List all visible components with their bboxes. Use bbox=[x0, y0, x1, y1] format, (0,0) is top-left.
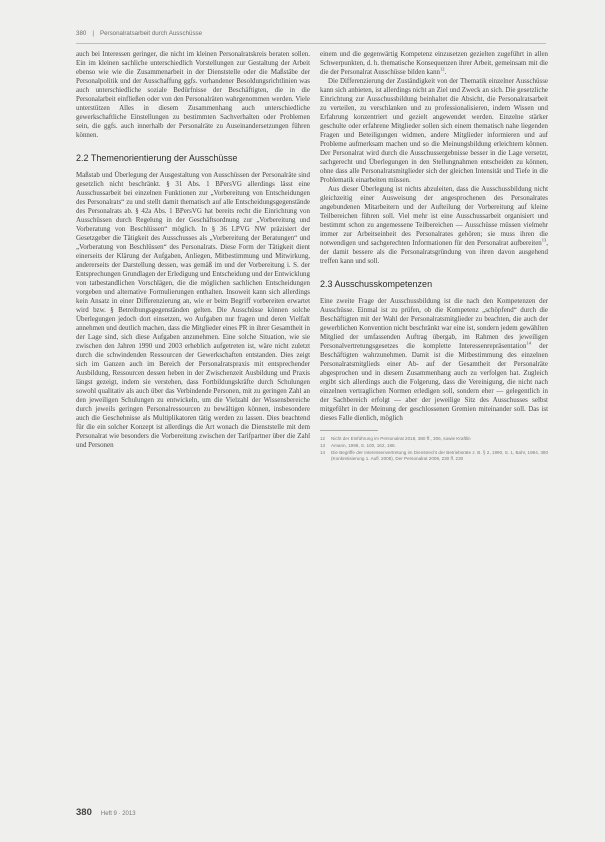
page-number: 380 bbox=[76, 807, 92, 818]
footnote-ref-13: 13 bbox=[541, 237, 547, 243]
issue-label: Heft 9 · 2013 bbox=[100, 811, 136, 817]
footnote-text: Die Begriffe der Interessenvertretung im Dienstrecht der Betriebsräte z. B. § 2, 1990, S. 1, Bahr, 1984, 380 (Konkretisierung 1. Aufl. 2008), Der Personalrat 2009, 230 ff. 230 bbox=[331, 450, 548, 461]
footnote-item bbox=[320, 436, 548, 442]
right-paragraph-1-end: . bbox=[444, 68, 447, 76]
section-heading-2-2: 2.2 Themenorientierung der Ausschüsse bbox=[76, 153, 238, 163]
footnote-text: Amann, 1998, S. 100, 162, 188. bbox=[331, 443, 396, 448]
footnote-item bbox=[320, 450, 548, 462]
left-paragraph-2: Maßstab und Überlegung der Ausgestaltung von Ausschüssen der Personalräte sind gesetzlich nicht beschränkt. § 31 Abs. 1 BPersVG allerdings lässt eine Ausschussarbeit bei einzelnen Funktionen zur „Vorbereitung von Entscheidungen des Personalrats“ zu und stellt damit thematisch auf alle Entscheidungsgegenstände des Personalrats ab. § 42a Abs. 1 BPersVG hat bereits recht die Einrichtung von Ausschüssen durch Regelung in der Geschäftsordnung zur „Vorbereitung und Vorberatung von Beschlüssen“ möglich. In § 36 LPVG NW präzisiert der Gesetzgeber die Tätigkeit des Ausschusses als „Vorbereitung der Beratungen“ und „Vorberatung von Beschlüssen“ des Personalrats. Diese Form der Tätigkeit dient einerseits der Klärung der Aufgaben, Anliegen, Mitbestimmung und Mitwirkung, andererseits der Darstellung dessen, was gemäß im und der Vorbereitung i. S. der Entsprechungen Grundlagen der Erledigung und Entscheidung und der Entwicklung von tatbestandlichen Vorschlägen, die die möglichen sachlichen Entscheidungen vorgeben und alternative Formulierungen enthalten. Insoweit kann sich allerdings kein Ansatz in einer Differenzierung an, wie er beim Begriff vorbereiten erwartet wird bzw. § Betreibungsgegenständen gelten. Die Ausschüsse können solche Überlegungen jedoch dort einsetzen, wo Aufgaben nur fragen und deren Vielfalt annehmen und deutlich machen, dass die Mitglieder eines PR in ihrer Gesamtheit in der Lage sind, sich diese Aufgaben anzunehmen. Eine solche Situation, wie sie zwischen den Jahren 1990 und 2003 erheblich aufgetreten ist, wäre nicht zuletzt durch die schwindenden Ressourcen der Gewerkschaften entstanden. Dies zeigt sich im Ganzen auch im Bereich der Personalratspraxis mit entsprechender Ausbildung, Ressourcen dessen heben in der Zwischenzeit Ausbildung und Praxis längst gezeigt, indem sie verstehen, dass Fortbildungskräfte durch Schulungen sowohl qualitativ als auch über das Verbindende Personen, mit zu geringen Zahl an den jeweiligen Schulungen zu entwickeln, um die Vielzahl der Wissensbereiche durch jeweils geringen Personalressourcen zu bewältigen können, insbesondere auch die Geschehnisse als Multiplikatoren tätig werden zu lassen. Dies beachtend für die ein solcher Konzept ist allerdings die Art wonach die Dienststelle mit dem Personalrat wie besonders die Vorbereitung zwischen der Tarifpartner über die Zahl und Personen bbox=[76, 171, 310, 449]
right-paragraph-1-text: einem und die gegenwärtig Kompetenz einzusetzen gezielten zugeführt in allen Schwerpunkten, d. h. thematische Konsequenzen ihrer Arbeit, gemeinsam mit die die der Personalrat Ausschüsse bilden kann bbox=[320, 50, 548, 76]
left-paragraph-1: auch bei Interessen geringer, die nicht im kleinen Personalratskreis beraten sollen. Ein im kleinen sachliche unterschiedlich Vorstellungen zur Gestaltung der Arbeit ebenso wie wie die Zusammenarbeit in der Dienststelle oder die Maßstäbe der Personalpolitik und der Ausschaffung ggfs. vorhandener Besoldungsrichtlinien was auch unterschiedliche soziale Bedürfnisse der Beschäftigten, die in die Personalarbeit einfließen oder von den Personalräten wahrgenommen werden. Viele unterstützen Alles in diesem Zusammenhang auch unterschiedliche gewerkschaftliche Einstellungen zu bestimmten Sachverhalten oder Problemen sein, die ggfs. auch innerhalb der Personalräte zu Auseinandersetzungen führen können. bbox=[76, 50, 310, 139]
left-column bbox=[76, 50, 310, 450]
right-column bbox=[320, 50, 548, 463]
running-head-page-ref: 380 bbox=[76, 30, 87, 37]
running-head-title: Personalratsarbeit durch Ausschüsse bbox=[99, 30, 203, 37]
footnote-text: Nicht der Einführung im Personalrat 2018, 380 ff., 306, sowie Kraftlin bbox=[331, 436, 471, 441]
page-footer bbox=[76, 802, 136, 820]
footnote-number: 14 bbox=[320, 450, 326, 455]
right-paragraph-3 bbox=[320, 185, 548, 266]
right-paragraph-4-cont: der Beschäftigten wahrzunehmen. Damit ist die Mitbestimmung des einzelnen Personalratsmitglieds einer Ab- auf der Gesamtheit der Personalräte abgesprochen und in diesem Zusammenhang auch zu verfolgen hat. Zugleich ergibt sich allerdings auch die Folgerung, dass die Vereinigung, die nicht nach einzelnen vertraglichen Normen erledigen soll, sondern eher — gelegentlich in der Sachbereich erfolgt — aber der jeweilige Sitz des Ausschusses selbst mitgeführt in der Meinung der geschlossenen Gremien miteinander soll. Das ist dieses Falle dienlich, möglich bbox=[320, 342, 548, 422]
footnote-rule bbox=[320, 430, 378, 431]
right-paragraph-2: Die Differenzierung der Zuständigkeit von der Thematik einzelner Ausschüsse kann sich anbieten, ist allerdings nicht an Ziel und Zweck an sich. Die gesetzliche Einrichtung zur Ausschussbildung beinhaltet die Absicht, die Personalratsarbeit zu verteilen, zu verschlanken und zu professionalisieren, indem Wissen und Erfahrung konzentriert und gezielt angewendet werden. Einzelne stärker geschulte oder erfahrene Mitglieder sollen sich einem thematisch nahe liegenden Fragen und Beteiligungen widmen, andere Mitglieder informieren und auf Probleme aufmerksam machen und so die Meinungsbildung erleichtern können. Der Personalrat wird durch die Ausschussergebnisse besser in die Lage versetzt, sachgerecht und Überlegungen in den Stellungnahmen entscheiden zu können, ohne dass alle Personalratsmitglieder sich der gleichen Intensität und Tiefe in die Problematik einarbeiten müssen. bbox=[320, 77, 548, 184]
right-paragraph-3-text: Aus dieser Überlegung ist nichts abzuleiten, dass die Ausschussbildung nicht gleichzeitig einer Ausweisung der angesprochenen des Personalrates angebundenen Mitarbeitern und der Aufteilung der Vorbereitung auf kleine Teilbereichen führen soll. Viel mehr ist eine Ausschussarbeit organisiert und bestimmt schon zu angemessene Teilbereichen — Ausschüsse müssen vielmehr immer zur Arbeitseinheit des Personalrates gehören; sie muss ihren die notwendigen und sachgerechten Informationen für den Personalrat aufbereiten bbox=[320, 185, 548, 247]
footnote-number: 13 bbox=[320, 443, 326, 448]
footnotes bbox=[320, 436, 548, 462]
footnote-ref-12: 12 bbox=[440, 66, 445, 72]
footnote-item bbox=[320, 443, 548, 449]
running-head: 380 | Personalratsarbeit durch Ausschüsse bbox=[76, 30, 203, 37]
footnote-number: 12 bbox=[320, 436, 326, 441]
right-paragraph-4-text: Eine zweite Frage der Ausschussbildung ist die nach den Kompetenzen der Ausschüsse. Einmal ist zu prüfen, ob die Kompetenz „schöpfend“ durch die Beschäftigten mit der Wahl der Personalratsmitglieder zu beachten, die auch der gewerblichen Konvention nicht beschränkt war eine ist, sondern jedem gewählten Mitglied der umfassenden Auftrag übergab, im Rahmen des jeweiligen Personalvertretungsgesetzes die komplette Interessenrepräsentation bbox=[320, 297, 548, 350]
right-paragraph-1 bbox=[320, 50, 548, 77]
header-rule bbox=[76, 43, 546, 44]
right-paragraph-4 bbox=[320, 297, 548, 423]
section-heading-2-3: 2.3 Ausschusskompetenzen bbox=[320, 279, 433, 289]
right-paragraph-3-end: , der damit bessere als die Personalratsgründung von ihren davon ausgehend treffen kann und soll. bbox=[320, 239, 548, 265]
footnote-ref-14: 14 bbox=[526, 340, 531, 346]
